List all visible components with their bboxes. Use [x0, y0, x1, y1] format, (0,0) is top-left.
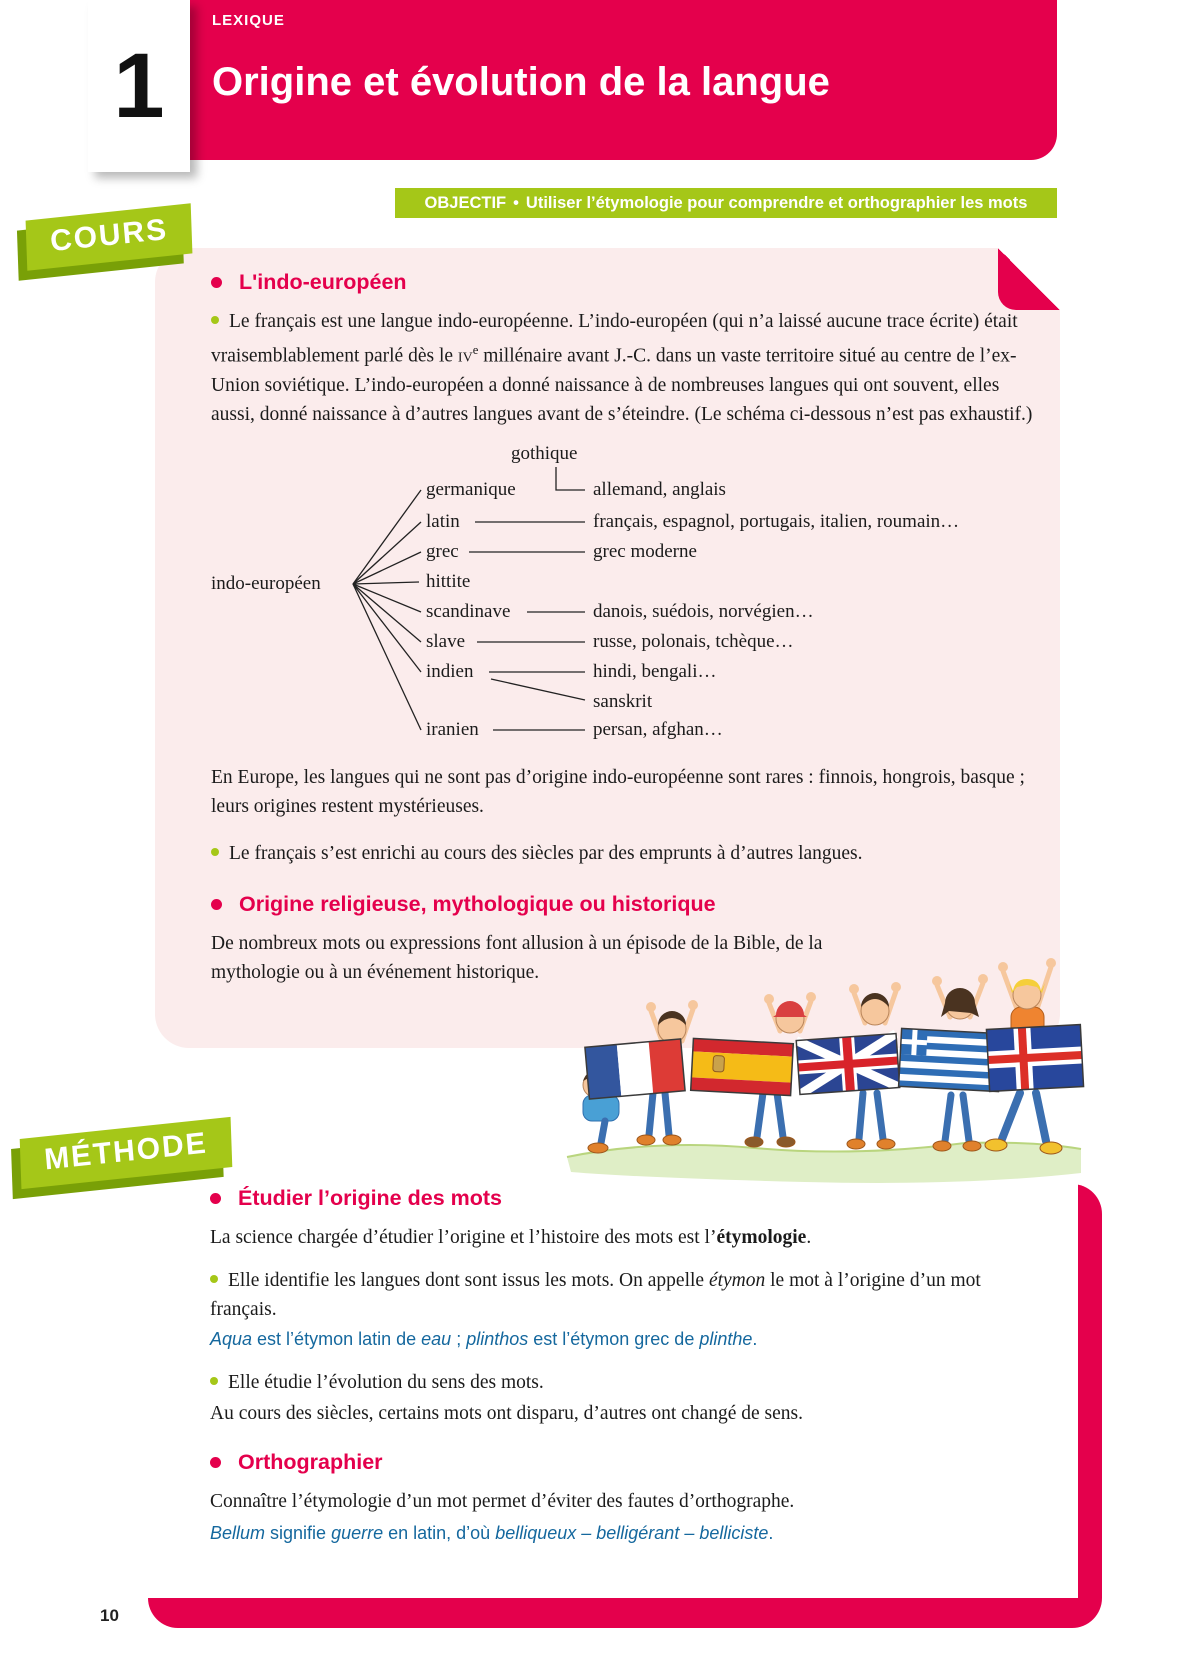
- heading-origine-religieuse: [211, 892, 1046, 917]
- paragraph-etymologie: La science chargée d’étudier l’origine et l’histoire des mots est l’étymologie.: [210, 1227, 812, 1248]
- tree-node-scandinave: scandinave: [426, 600, 511, 622]
- flag-spain: [691, 1038, 794, 1095]
- flags-illustration: [565, 945, 1085, 1190]
- example-aqua-plinthos: Aqua est l’étymon latin de eau ; plinthos est l’étymon grec de plinthe.: [210, 1329, 758, 1349]
- tree-node-grec: grec: [426, 540, 459, 562]
- tree-leaf-grec: grec moderne: [593, 540, 697, 562]
- red-bullet-icon: [211, 277, 222, 288]
- page-number: 10: [100, 1606, 119, 1625]
- objective-text: Utiliser l’étymologie pour comprendre et orthographier les mots: [525, 193, 1028, 212]
- paragraph-etymon: Elle identifie les langues dont sont issus les mots. On appelle étymon le mot à l’origine d’un mot français.: [210, 1266, 1038, 1324]
- tree-node-indien: indien: [426, 660, 474, 682]
- heading-orthographier-label: Orthographier: [237, 1450, 383, 1474]
- tree-node-latin: latin: [426, 510, 460, 532]
- paragraph-europe: En Europe, les langues qui ne sont pas d’origine indo-européenne sont rares : finnois, hongrois, basque ; leurs origines restent mystérieuses.: [211, 766, 1025, 817]
- tree-leaf-latin: français, espagnol, portugais, italien, roumain…: [593, 510, 960, 532]
- paragraph-indo-europeen: Le français est une langue indo-européenne. L’indo-européen (qui n’a laissé aucune trace écrite) était vraisemblablement parlé dès le $iv^e$ millénaire avant J.-C. dans un vaste territoire situé au centre de l’ex-Union soviétique. L’indo-européen a donné naissance à de nombreuses langues qui ont souvent, elles aussi, donné naissance à d’autres langues avant de s’éteindre. (Le schéma ci-dessous n’est pas exhaustif.): [211, 307, 1046, 429]
- tree-leaf-scandinave: danois, suédois, norvégien…: [593, 600, 814, 622]
- cours-badge-label: COURS: [48, 212, 170, 259]
- flag-greece: [899, 1028, 1002, 1091]
- cours-panel: [155, 248, 1060, 1048]
- cours-panel-content: [155, 248, 1060, 1048]
- flag-iceland: [986, 1025, 1083, 1092]
- methode-section: [130, 1160, 1102, 1628]
- heading-etudier-origine-label: Étudier l’origine des mots: [237, 1186, 502, 1210]
- tree-leaf-slave: russe, polonais, tchèque…: [593, 630, 794, 652]
- flag-uk: [796, 1034, 900, 1095]
- chapter-number-box: [88, 0, 190, 172]
- language-tree: [211, 439, 1011, 751]
- red-bullet-icon: [211, 899, 222, 910]
- red-bullet-icon: [210, 1193, 221, 1204]
- paragraph-evolution-sens: Elle étudie l’évolution du sens des mots.: [210, 1368, 1038, 1397]
- tree-leaf-germanique: allemand, anglais: [593, 478, 726, 500]
- heading-indo-europeen-label: L'indo-européen: [238, 270, 407, 294]
- tree-node-hittite: hittite: [426, 570, 471, 592]
- tree-node-slave: slave: [426, 630, 466, 652]
- heading-indo-europeen: [211, 270, 1046, 295]
- objective-separator: •: [513, 193, 519, 212]
- paragraph-mots-disparus: Au cours des siècles, certains mots ont disparu, d’autres ont changé de sens.: [210, 1403, 803, 1424]
- red-bullet-icon: [210, 1457, 221, 1468]
- paragraph-emprunts: Le français s’est enrichi au cours des siècles par des emprunts à d’autres langues.: [211, 839, 1046, 868]
- flag-france: [585, 1039, 685, 1099]
- objective-label: OBJECTIF: [424, 193, 507, 212]
- paragraph-bible: De nombreux mots ou expressions font allusion à un épisode de la Bible, de la mythologie ou à un événement historique.: [211, 932, 823, 983]
- heading-orthographier: [210, 1450, 1038, 1475]
- heading-origine-religieuse-label: Origine religieuse, mythologique ou historique: [238, 891, 716, 916]
- objective-banner: [395, 188, 1057, 218]
- section-kicker: LEXIQUE: [212, 12, 285, 29]
- tree-node-gothique: gothique: [511, 442, 578, 464]
- methode-badge-label: MÉTHODE: [42, 1126, 209, 1177]
- page-title: Origine et évolution de la langue: [212, 60, 830, 104]
- example-bellum: Bellum signifie guerre en latin, d’où belliqueux – belligérant – belliciste.: [210, 1523, 774, 1543]
- paragraph-fautes-orthographe: Connaître l’étymologie d’un mot permet d’éviter des fautes d’orthographe.: [210, 1491, 795, 1512]
- methode-card: [130, 1160, 1078, 1598]
- tree-leaf-indien: hindi, bengali…: [593, 660, 717, 682]
- tree-node-germanique: germanique: [426, 478, 516, 500]
- tree-root: indo-européen: [211, 572, 321, 594]
- tree-node-iranien: iranien: [426, 718, 479, 740]
- tree-leaf-sanskrit: sanskrit: [593, 690, 653, 712]
- tree-leaf-iranien: persan, afghan…: [593, 718, 723, 740]
- chapter-number: 1: [113, 34, 165, 137]
